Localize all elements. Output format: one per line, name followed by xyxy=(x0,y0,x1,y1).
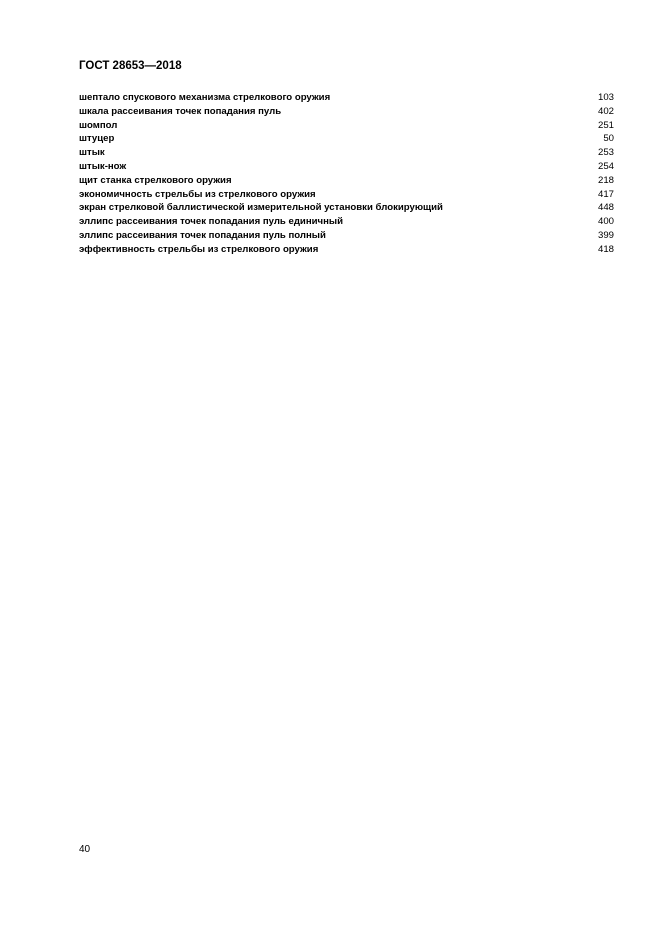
index-entry xyxy=(79,132,614,146)
index-term-number: 402 xyxy=(597,105,614,117)
index-term: штык xyxy=(79,147,105,159)
alphabetical-index xyxy=(79,91,614,257)
index-term-number: 50 xyxy=(603,133,614,145)
index-term-number: 417 xyxy=(597,188,614,200)
index-entry xyxy=(79,91,614,105)
index-term: шомпол xyxy=(79,119,118,131)
page-number: 40 xyxy=(79,844,91,855)
index-term: шкала рассеивания точек попадания пуль xyxy=(79,105,282,117)
index-term-number: 253 xyxy=(597,147,614,159)
index-entry xyxy=(79,243,614,257)
index-term-number: 399 xyxy=(597,229,614,241)
index-entry xyxy=(79,215,614,229)
index-term: штуцер xyxy=(79,133,115,145)
index-term-number: 218 xyxy=(597,174,614,186)
index-term-number: 418 xyxy=(597,243,614,255)
index-term: экран стрелковой баллистической измерительной установки блокирующий xyxy=(79,202,443,214)
index-term-number: 251 xyxy=(597,119,614,131)
index-entry xyxy=(79,174,614,188)
document-header: ГОСТ 28653—2018 xyxy=(79,60,182,72)
index-entry xyxy=(79,105,614,119)
index-term: шептало спускового механизма стрелкового оружия xyxy=(79,92,331,103)
index-term: щит станка стрелкового оружия xyxy=(79,174,232,186)
index-entry xyxy=(79,229,614,243)
index-entry xyxy=(79,119,614,133)
index-term-number: 103 xyxy=(597,92,614,103)
index-entry xyxy=(79,146,614,160)
index-term-number: 448 xyxy=(597,202,614,214)
index-term: штык-нож xyxy=(79,160,127,172)
index-term-number: 254 xyxy=(597,160,614,172)
index-term: эллипс рассеивания точек попадания пуль полный xyxy=(79,229,326,241)
index-term: экономичность стрельбы из стрелкового оружия xyxy=(79,188,316,200)
index-term-number: 400 xyxy=(597,216,614,228)
index-entry xyxy=(79,188,614,202)
index-entry xyxy=(79,201,614,215)
index-term: эллипс рассеивания точек попадания пуль единичный xyxy=(79,216,343,228)
index-entry xyxy=(79,160,614,174)
index-term: эффективность стрельбы из стрелкового оружия xyxy=(79,243,319,255)
